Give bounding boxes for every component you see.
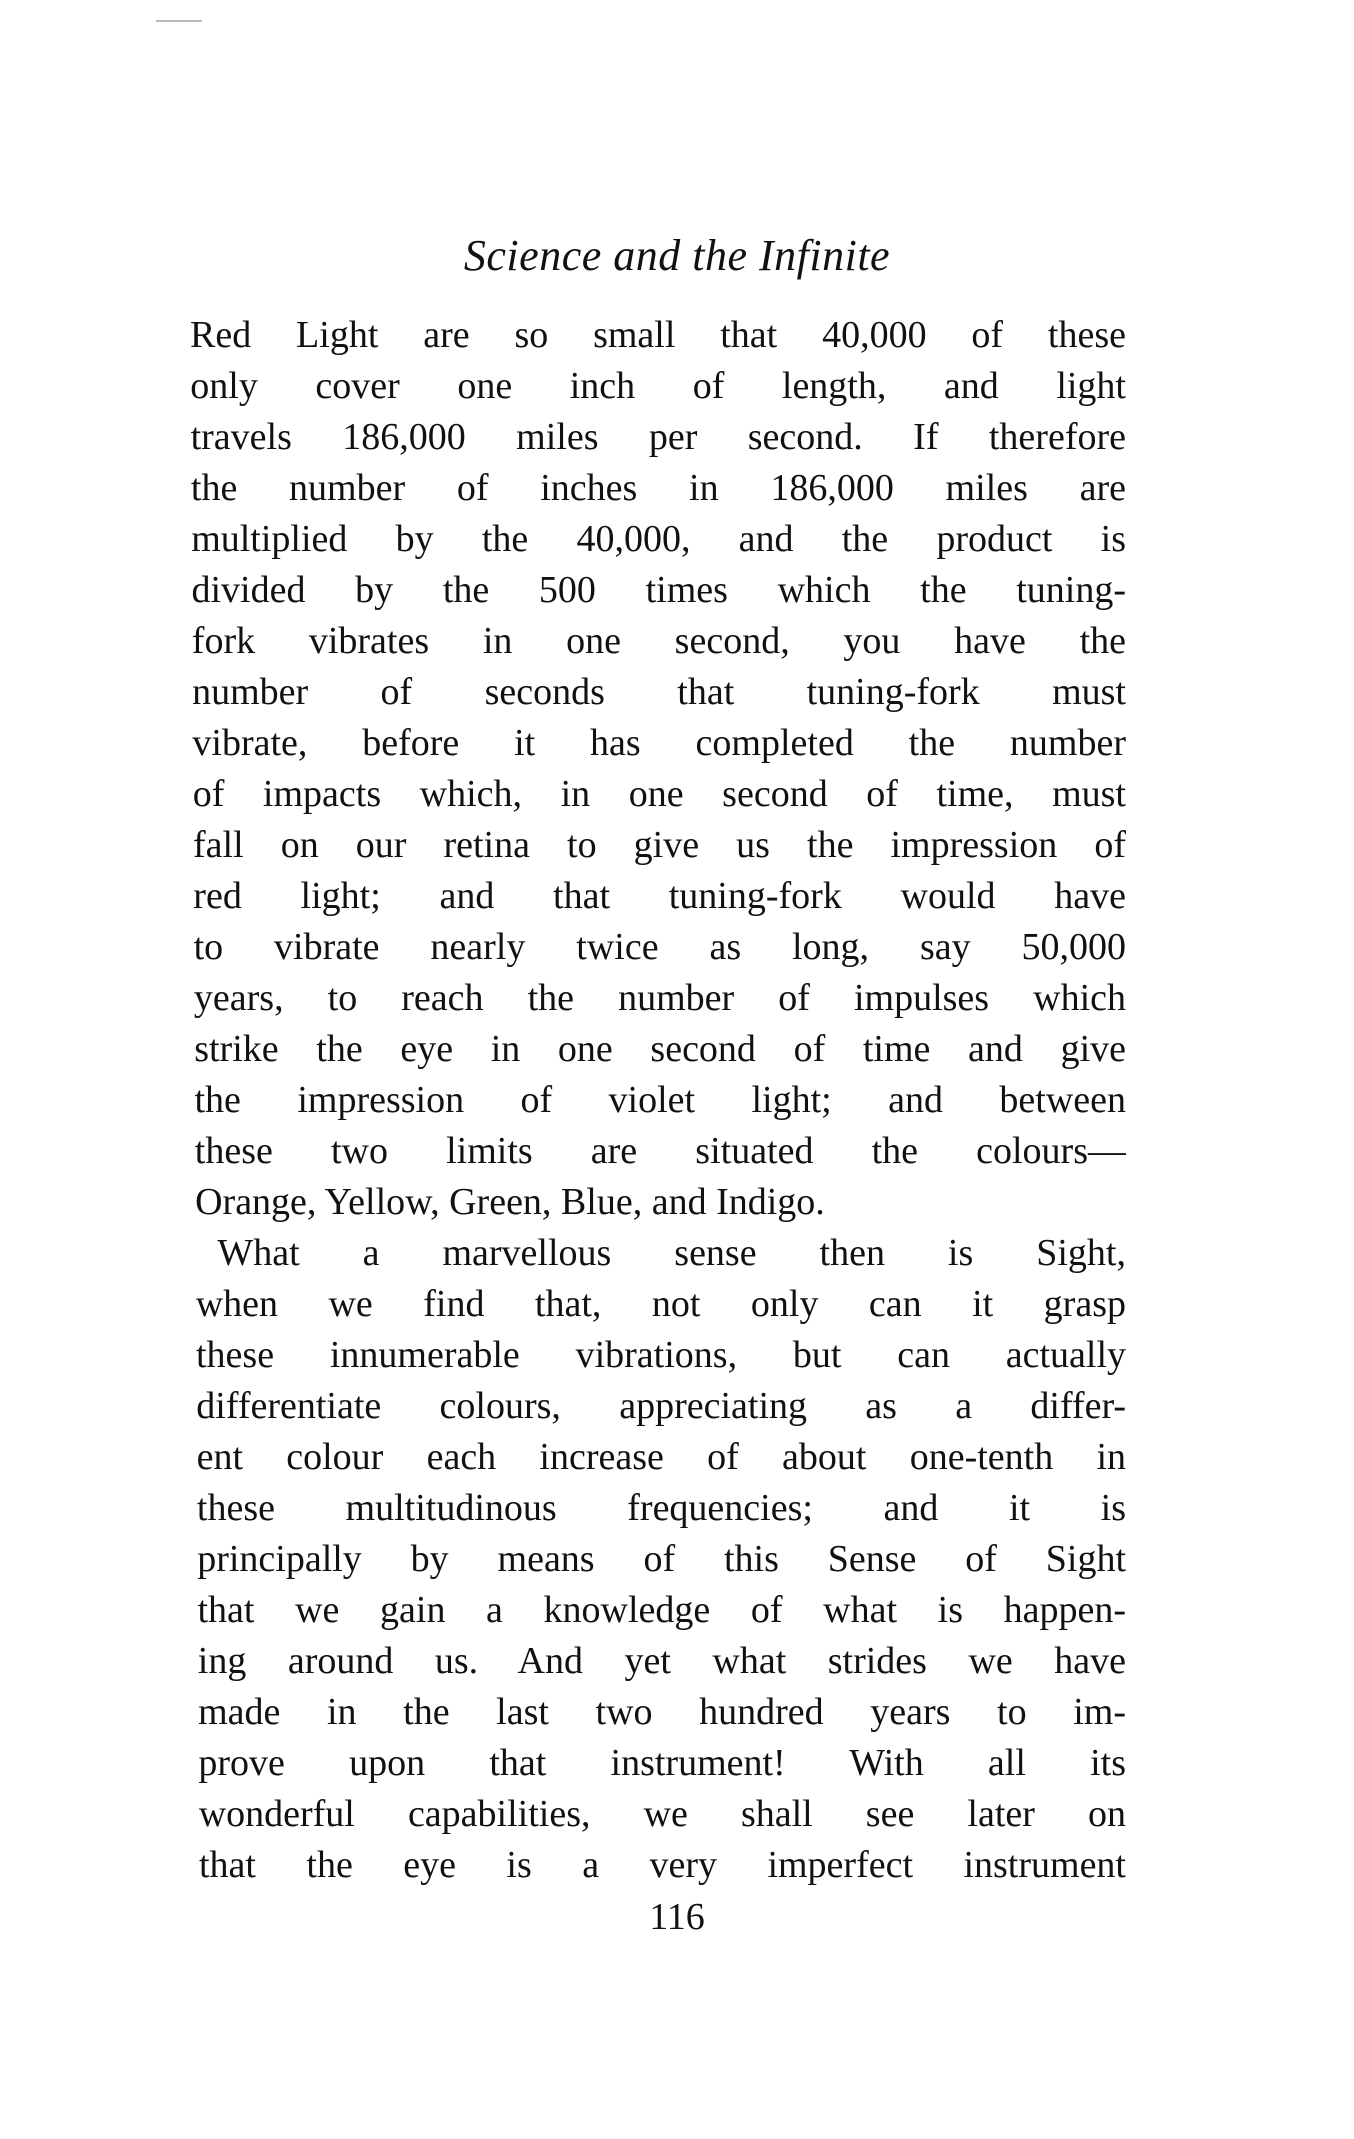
text-line: fork vibrates in one second, you have the bbox=[191, 620, 1126, 662]
scan-artifact-mark bbox=[156, 20, 202, 22]
text-line: these multitudinous frequencies; and it is bbox=[196, 1487, 1126, 1529]
text-line: ent colour each increase of about one-tenth in bbox=[196, 1436, 1126, 1478]
text-line: travels 186,000 miles per second. If therefore bbox=[190, 416, 1126, 458]
text-line: divided by the 500 times which the tuning- bbox=[191, 569, 1126, 611]
text-line: that the eye is a very imperfect instrument bbox=[199, 1844, 1126, 1886]
text-line: these innumerable vibrations, but can actually bbox=[196, 1334, 1126, 1376]
text-line: only cover one inch of length, and light bbox=[190, 365, 1126, 407]
text-line: these two limits are situated the colours— bbox=[194, 1130, 1126, 1172]
text-line: years, to reach the number of impulses which bbox=[193, 977, 1126, 1019]
text-line: to vibrate nearly twice as long, say 50,000 bbox=[193, 926, 1126, 968]
text-line: that we gain a knowledge of what is happen- bbox=[197, 1589, 1126, 1631]
text-line: the impression of violet light; and between bbox=[194, 1079, 1126, 1121]
text-line: made in the last two hundred years to im- bbox=[198, 1691, 1126, 1733]
running-title: Science and the Infinite bbox=[463, 231, 891, 280]
text-line: prove upon that instrument! With all its bbox=[198, 1742, 1126, 1784]
text-line: multiplied by the 40,000, and the product is bbox=[191, 518, 1126, 560]
body-text bbox=[190, 310, 1126, 1891]
paragraph bbox=[190, 1228, 1126, 1891]
text-line: the number of inches in 186,000 miles are bbox=[190, 467, 1126, 509]
text-line: of impacts which, in one second of time, must bbox=[192, 773, 1126, 815]
text-line: Orange, Yellow, Green, Blue, and Indigo. bbox=[195, 1181, 825, 1223]
text-line: Red Light are so small that 40,000 of these bbox=[190, 314, 1126, 356]
text-line: vibrate, before it has completed the number bbox=[192, 722, 1126, 764]
text-line: number of seconds that tuning-fork must bbox=[192, 671, 1126, 713]
text-line: wonderful capabilities, we shall see later on bbox=[198, 1793, 1126, 1835]
text-line: fall on our retina to give us the impression of bbox=[193, 824, 1126, 866]
text-line: ing around us. And yet what strides we have bbox=[197, 1640, 1126, 1682]
text-line: when we find that, not only can it grasp bbox=[195, 1283, 1126, 1325]
text-line: principally by means of this Sense of Sight bbox=[197, 1538, 1126, 1580]
text-line: strike the eye in one second of time and give bbox=[194, 1028, 1126, 1070]
text-line: red light; and that tuning-fork would have bbox=[193, 875, 1126, 917]
paragraph bbox=[190, 310, 1126, 1228]
text-line: differentiate colours, appreciating as a differ- bbox=[196, 1385, 1126, 1427]
text-line: What a marvellous sense then is Sight, bbox=[217, 1232, 1126, 1274]
page-number: 116 bbox=[649, 1896, 705, 1938]
